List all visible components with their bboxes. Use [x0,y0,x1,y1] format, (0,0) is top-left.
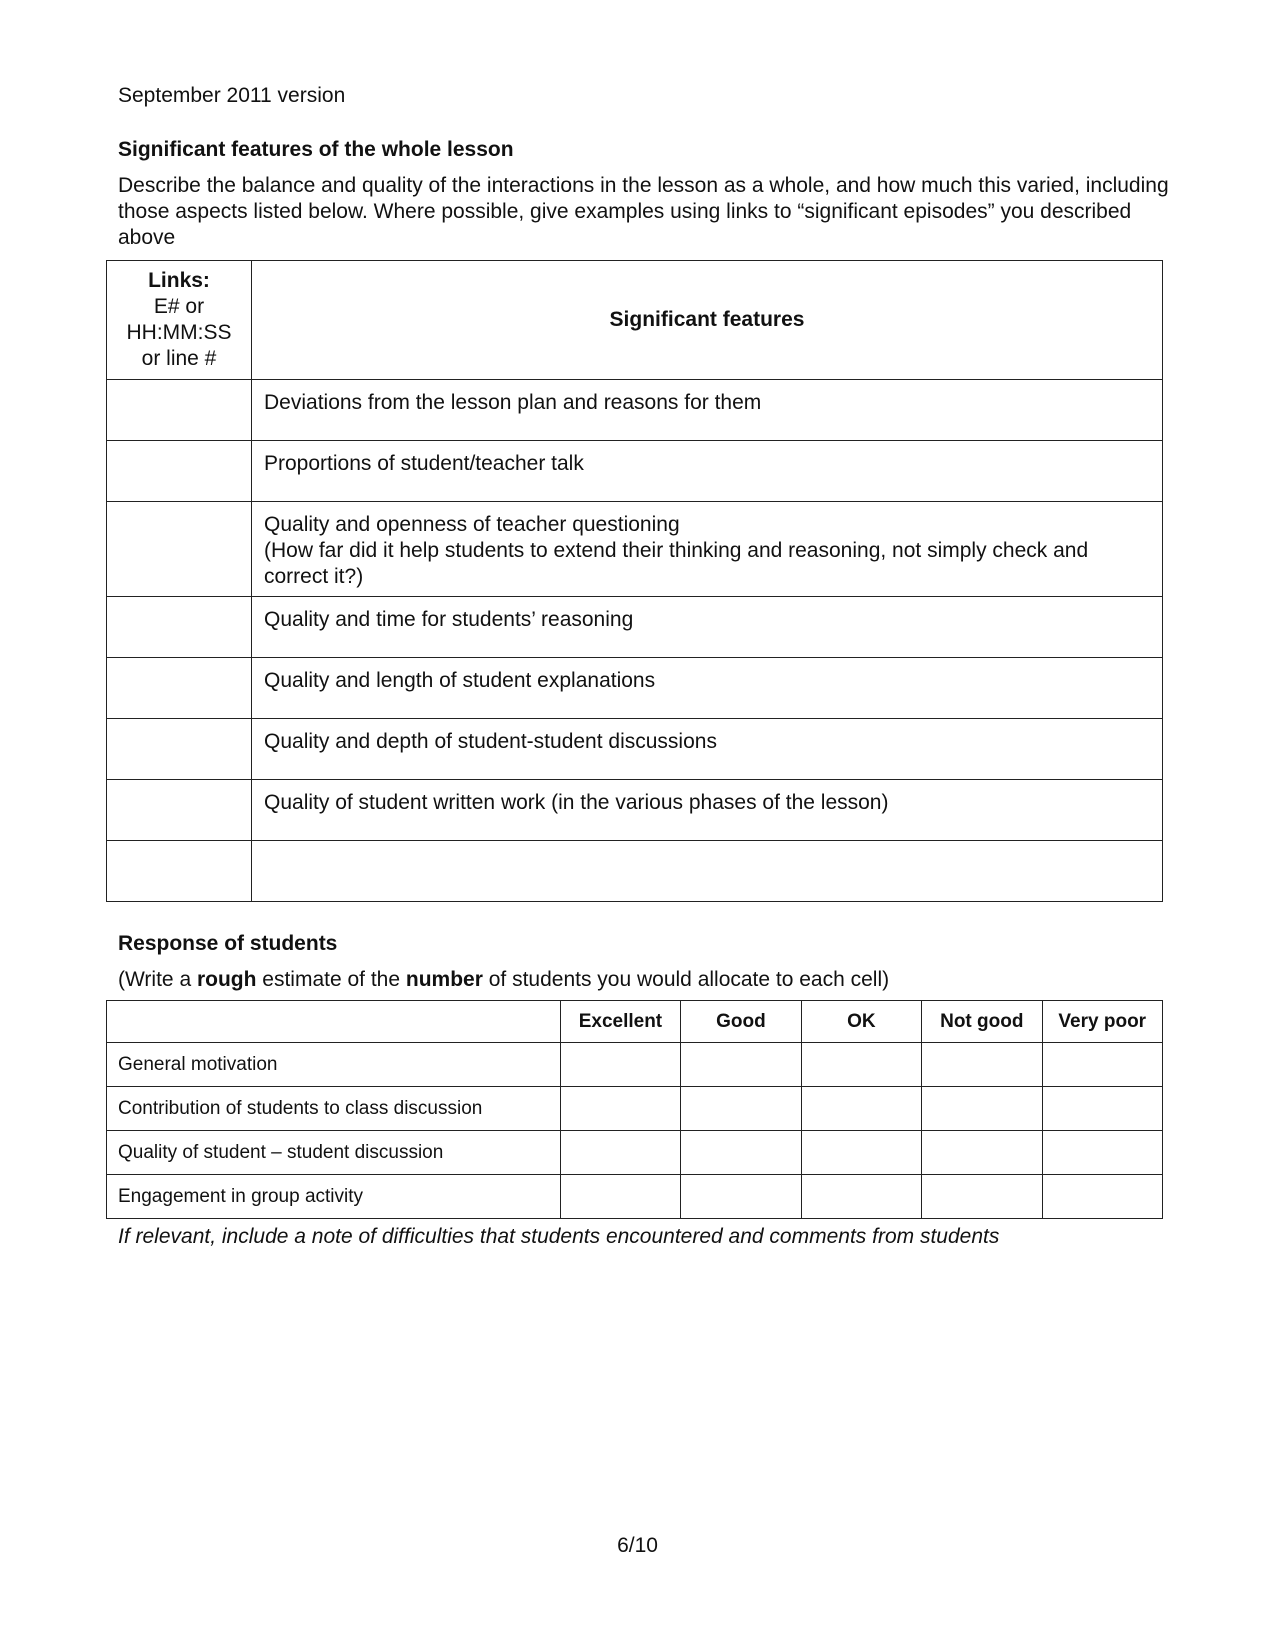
rating-cell[interactable] [560,1175,680,1219]
column-header-very-poor: Very poor [1042,1001,1162,1043]
feature-label: Quality and openness of teacher questioning [264,513,680,536]
feature-detail: (How far did it help students to extend their thinking and reasoning, not simply check and correct it?) [264,539,1089,588]
link-input-cell[interactable] [107,719,252,780]
rating-cell[interactable] [681,1087,801,1131]
rating-cell[interactable] [560,1131,680,1175]
rating-cell[interactable] [681,1131,801,1175]
row-label: Contribution of students to class discussion [107,1087,561,1131]
table-row [107,1131,1163,1175]
feature-cell[interactable] [252,502,1163,597]
lesson-section-title: Significant features of the whole lesson [118,138,514,161]
column-header-not-good: Not good [922,1001,1042,1043]
links-header-title: Links: [148,269,210,292]
feature-label: Quality of student written work (in the various phases of the lesson) [264,791,889,814]
table-row [107,1175,1163,1219]
links-header-line2: E# or [153,295,205,318]
rating-cell[interactable] [1042,1131,1162,1175]
links-header-line4: or line # [141,347,217,370]
rating-cell[interactable] [1042,1087,1162,1131]
table-row [107,380,1163,441]
link-input-cell[interactable] [107,441,252,502]
link-input-cell[interactable] [107,780,252,841]
feature-label: Quality and time for students’ reasoning [264,608,634,631]
table-row [107,597,1163,658]
column-header-excellent: Excellent [560,1001,680,1043]
feature-cell[interactable] [252,719,1163,780]
table-row [107,1087,1163,1131]
table-row [107,502,1163,597]
link-input-cell[interactable] [107,658,252,719]
empty-header-cell [107,1001,561,1043]
feature-label: Quality and length of student explanations [264,669,656,692]
rating-cell[interactable] [801,1043,921,1087]
links-column-header [107,261,252,380]
response-section-title: Response of students [118,932,338,955]
subtitle-bold-number: number [405,968,483,991]
rating-cell[interactable] [1042,1175,1162,1219]
row-label: General motivation [107,1043,561,1087]
difficulties-note: If relevant, include a note of difficulties that students encountered and comments from students [118,1225,1000,1248]
table-row [107,719,1163,780]
subtitle-text: estimate of the [256,968,406,991]
version-label: September 2011 version [118,84,346,107]
rating-cell[interactable] [1042,1043,1162,1087]
rating-cell[interactable] [560,1087,680,1131]
feature-label: Deviations from the lesson plan and reasons for them [264,391,762,414]
subtitle-bold-rough: rough [196,968,257,991]
feature-label: Proportions of student/teacher talk [264,452,584,475]
rating-cell[interactable] [681,1175,801,1219]
feature-cell[interactable] [252,841,1163,902]
rating-cell[interactable] [801,1131,921,1175]
table-row [107,441,1163,502]
lesson-section-intro: Describe the balance and quality of the interactions in the lesson as a whole, and how much this varied, including those aspects listed below. Where possible, give examples using links to “significant episodes” you described above [118,174,1169,249]
link-input-cell[interactable] [107,502,252,597]
table-row [107,1043,1163,1087]
subtitle-text: of students you would allocate to each cell) [482,968,890,991]
feature-cell[interactable] [252,597,1163,658]
significant-features-table [106,260,1163,902]
student-response-table [106,1000,1163,1219]
row-label: Quality of student – student discussion [107,1131,561,1175]
features-column-header: Significant features [252,261,1163,380]
response-section-subtitle [118,968,889,992]
rating-cell[interactable] [922,1131,1042,1175]
subtitle-text: (Write a [118,968,197,991]
rating-cell[interactable] [681,1043,801,1087]
link-input-cell[interactable] [107,597,252,658]
rating-cell[interactable] [801,1175,921,1219]
links-header-line3: HH:MM:SS [126,321,232,344]
rating-cell[interactable] [560,1043,680,1087]
column-header-ok: OK [801,1001,921,1043]
table-row [107,658,1163,719]
feature-cell[interactable] [252,380,1163,441]
table-row [107,841,1163,902]
feature-cell[interactable] [252,658,1163,719]
rating-cell[interactable] [922,1175,1042,1219]
link-input-cell[interactable] [107,841,252,902]
table-header-row [107,1001,1163,1043]
column-header-good: Good [681,1001,801,1043]
link-input-cell[interactable] [107,380,252,441]
table-row [107,780,1163,841]
feature-label: Quality and depth of student-student discussions [264,730,717,753]
rating-cell[interactable] [922,1087,1042,1131]
rating-cell[interactable] [801,1087,921,1131]
feature-cell[interactable] [252,441,1163,502]
page-number: 6/10 [617,1534,658,1557]
row-label: Engagement in group activity [107,1175,561,1219]
rating-cell[interactable] [922,1043,1042,1087]
feature-cell[interactable] [252,780,1163,841]
